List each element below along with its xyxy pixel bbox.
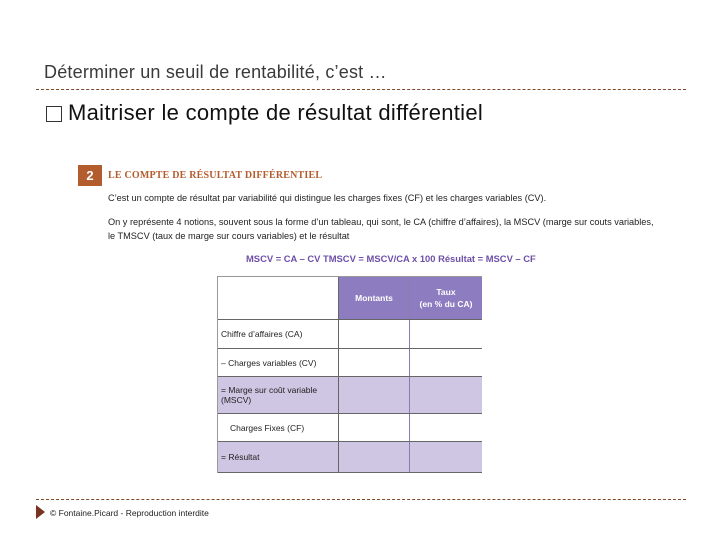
paragraph-1: C’est un compte de résultat par variabilité qui distingue les charges fixes (CF) et les charges variables (CV).: [108, 193, 547, 203]
table-row: [218, 320, 482, 349]
checkbox-bullet-icon: [46, 106, 62, 122]
table-cell: [339, 320, 410, 348]
table-cell: [339, 349, 410, 376]
table-header-montants: Montants: [339, 277, 410, 319]
formula-line: MSCV = CA – CV TMSCV = MSCV/CA x 100 Résultat = MSCV – CF: [246, 253, 536, 264]
table-row-highlight: [218, 442, 482, 473]
table-cell: [410, 442, 482, 472]
table-row-label: Charges Fixes (CF): [218, 414, 339, 441]
table-cell: [410, 414, 482, 441]
table-row: [218, 414, 482, 442]
title-divider: [36, 89, 686, 90]
table-cell: [339, 377, 410, 413]
table-header-taux-line2: (en % du CA): [419, 299, 473, 309]
footer-copyright: © Fontaine.Picard - Reproduction interdite: [50, 508, 209, 518]
paragraph-2-line-2: le TMSCV (taux de marge sur cours variables) et le résultat: [108, 231, 350, 241]
differential-income-table: [217, 276, 482, 473]
table-row-label: Chiffre d’affaires (CA): [218, 320, 339, 348]
table-row-highlight: [218, 377, 482, 414]
section-number-badge: 2: [78, 165, 102, 186]
table-cell: [339, 442, 410, 472]
table-header-row: [218, 277, 482, 320]
table-cell: [410, 377, 482, 413]
table-header-taux-line1: Taux: [436, 287, 456, 297]
table-header-taux: [410, 277, 482, 319]
table-row-label: = Marge sur coût variable (MSCV): [218, 377, 339, 413]
bullet-item: [46, 100, 483, 126]
triangle-arrow-icon: [36, 505, 45, 519]
bullet-text: Maitriser le compte de résultat différentiel: [68, 100, 484, 125]
table-cell: [410, 349, 482, 376]
table-row: [218, 349, 482, 377]
table-row-label: – Charges variables (CV): [218, 349, 339, 376]
slide-title: Déterminer un seuil de rentabilité, c’est …: [44, 62, 387, 82]
paragraph-2-line-1: On y représente 4 notions, souvent sous la forme d’un tableau, qui sont, le CA (chiffre d’affaires), la MSCV (marge sur couts variables,: [108, 217, 654, 227]
table-cell: [339, 414, 410, 441]
table-cell: [410, 320, 482, 348]
section-title: LE COMPTE DE RÉSULTAT DIFFÉRENTIEL: [108, 170, 323, 181]
table-row-label: = Résultat: [218, 442, 339, 472]
footer-divider: [36, 499, 686, 500]
table-header-empty: [218, 277, 339, 319]
